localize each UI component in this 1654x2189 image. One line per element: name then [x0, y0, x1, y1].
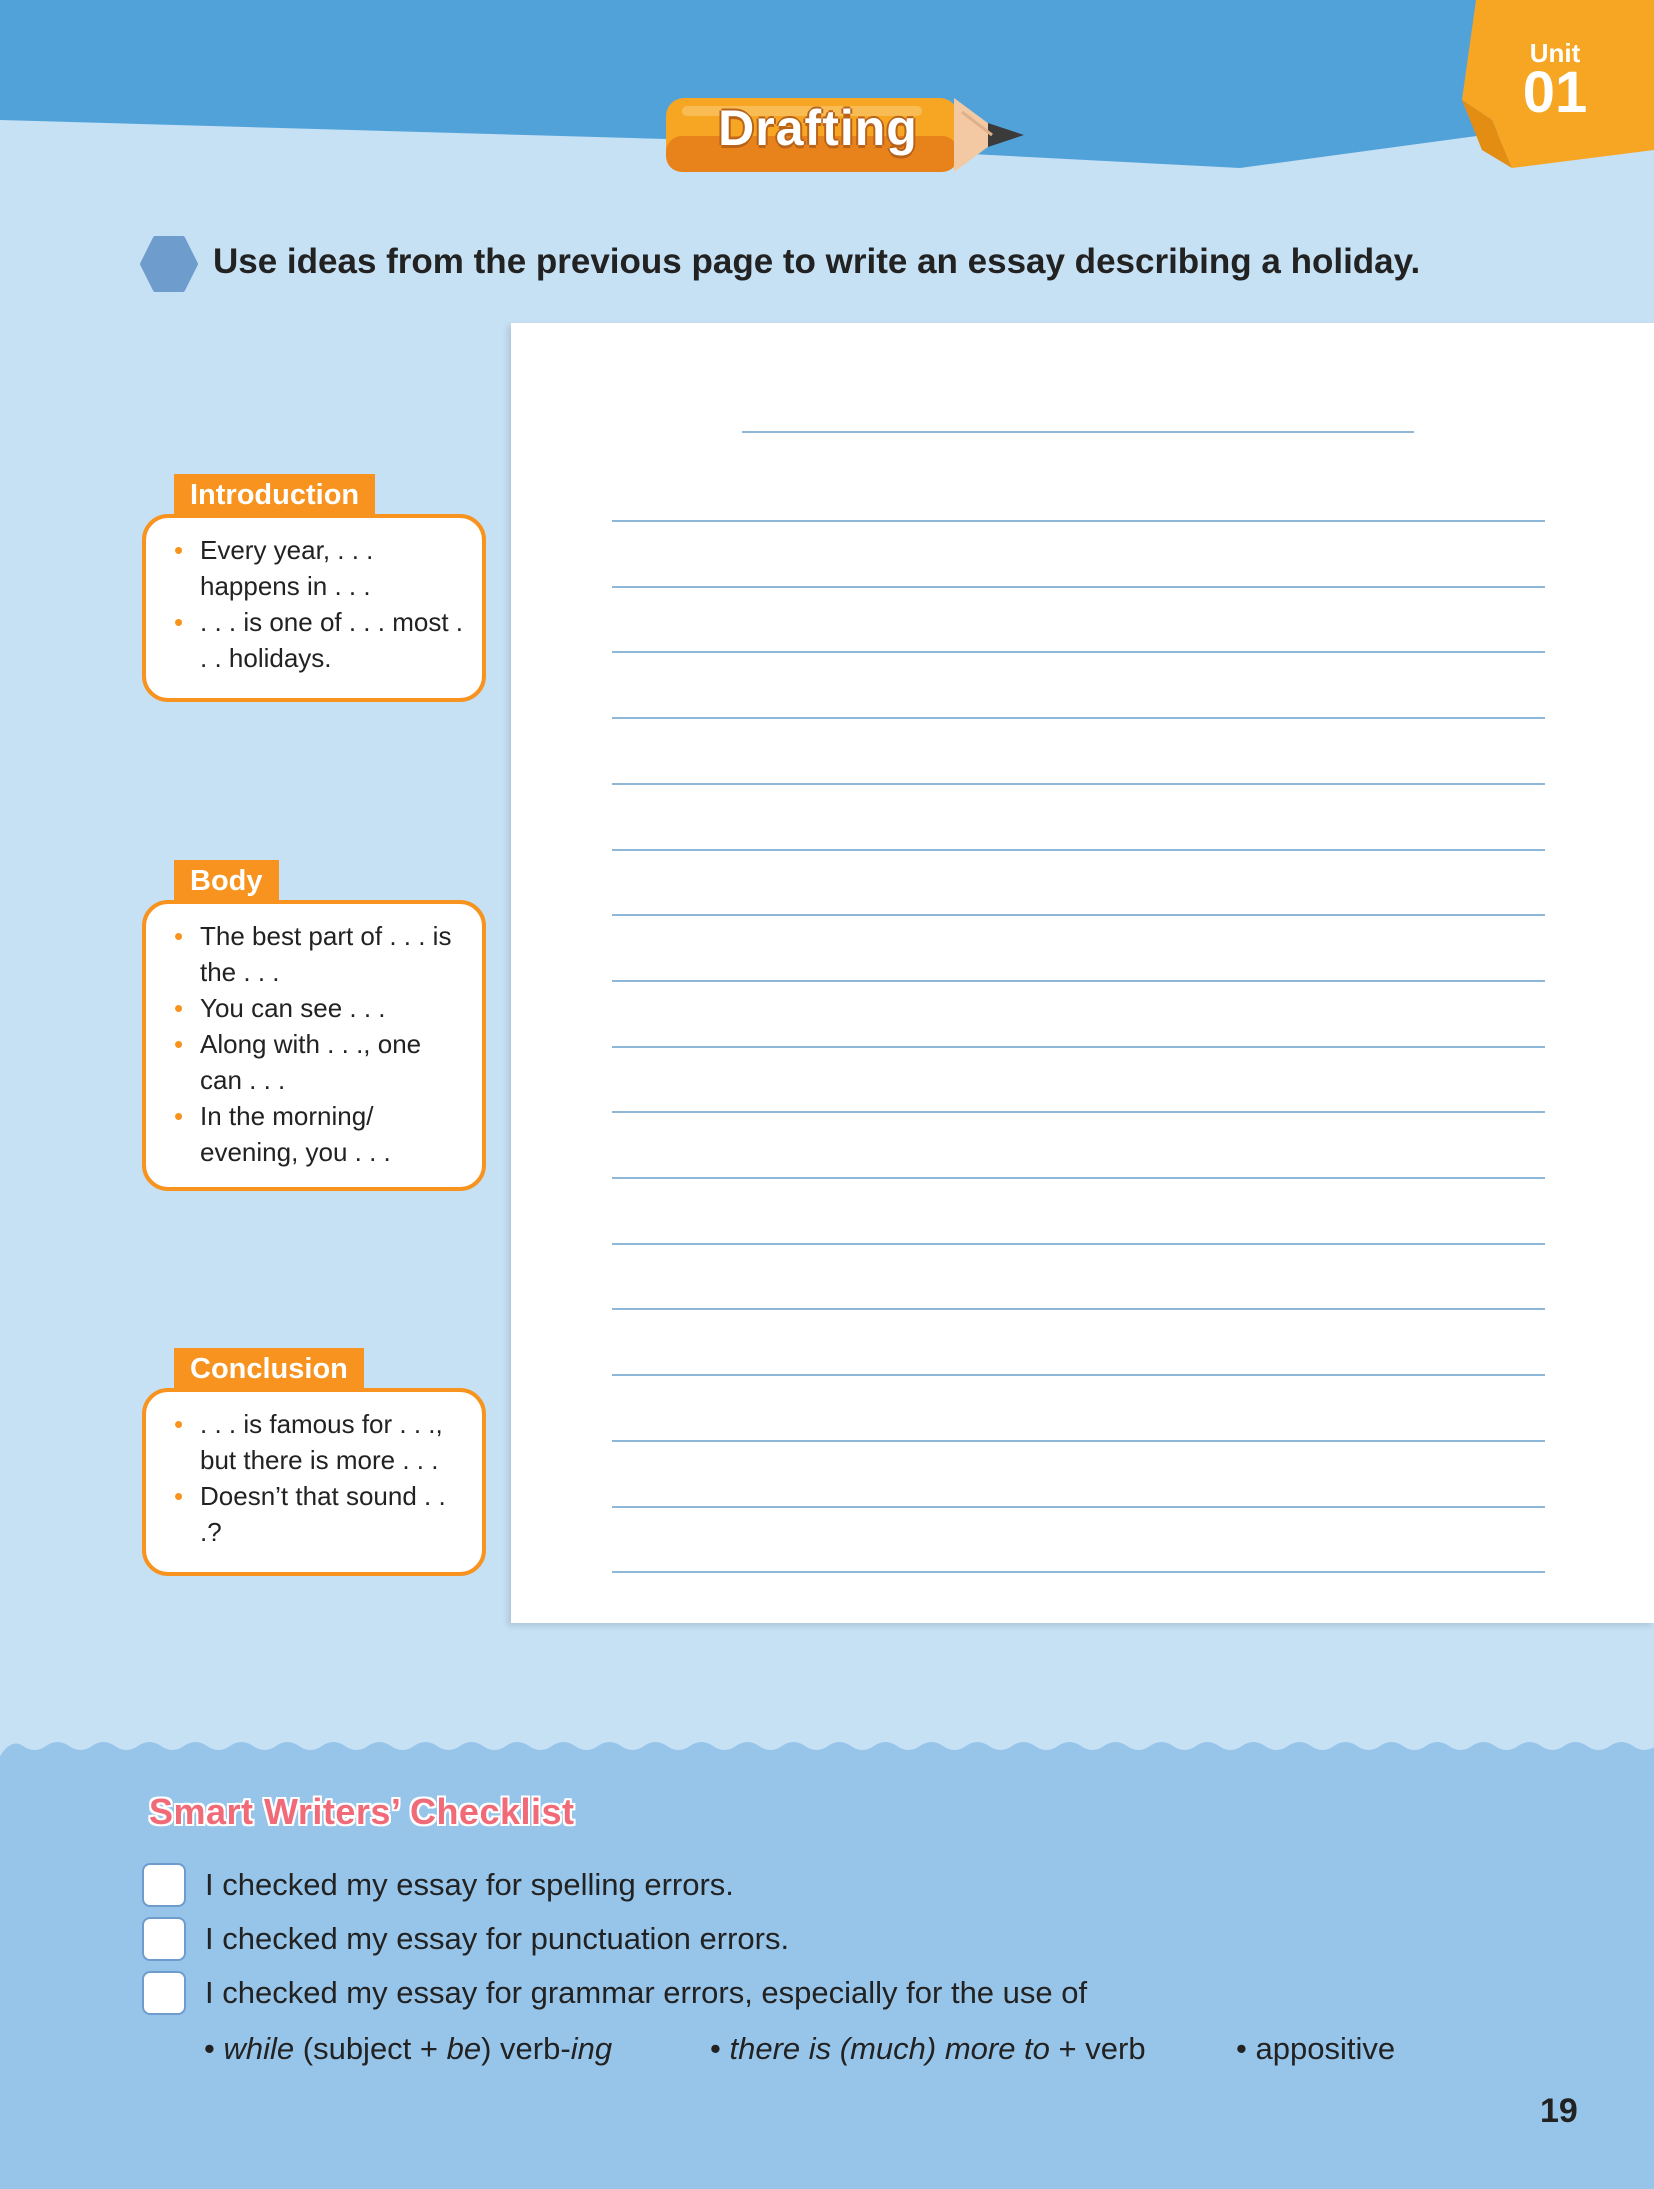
- conclusion-box: [142, 1388, 486, 1576]
- writing-line[interactable]: [612, 1243, 1545, 1245]
- grammar-sub-item-appositive: • appositive: [1236, 2031, 1396, 2066]
- list-item: • The best part of . . . is the . . .: [174, 918, 470, 990]
- body-box: [142, 900, 486, 1191]
- list-item: • Every year, . . . happens in . . .: [174, 532, 470, 604]
- bullet-icon: •: [174, 993, 184, 1023]
- writing-line[interactable]: [612, 849, 1545, 851]
- checklist-item: I checked my essay for spelling errors.: [205, 1867, 734, 1902]
- writing-line[interactable]: [612, 651, 1545, 653]
- writing-line[interactable]: [612, 1046, 1545, 1048]
- body-tag: Body: [174, 860, 279, 902]
- grammar-sub-item-while: • while (subject + be) verb-ing: [204, 2031, 613, 2066]
- page-number: 19: [1540, 2092, 1578, 2130]
- unit-number: 01: [1522, 60, 1588, 125]
- bullet-icon: •: [174, 607, 184, 637]
- instruction-text: Use ideas from the previous page to write an essay describing a holiday.: [213, 242, 1421, 281]
- list-item: • In the morning/ evening, you . . .: [174, 1098, 470, 1170]
- writing-line[interactable]: [612, 914, 1545, 916]
- writing-line[interactable]: [612, 1308, 1545, 1310]
- checkbox-spelling[interactable]: [142, 1863, 186, 1907]
- grammar-sub-item-there-is: • there is (much) more to + verb: [710, 2031, 1146, 2066]
- writing-line[interactable]: [612, 1506, 1545, 1508]
- writing-paper[interactable]: [511, 323, 1654, 1623]
- unit-label: Unit: [1529, 38, 1581, 68]
- hexagon-icon: [140, 236, 198, 292]
- list-item: • . . . is one of . . . most . . . holidays.: [174, 604, 470, 676]
- checklist-item: I checked my essay for punctuation errors.: [205, 1921, 790, 1956]
- writing-line[interactable]: [612, 980, 1545, 982]
- bullet-icon: •: [174, 921, 184, 951]
- writing-line[interactable]: [612, 520, 1545, 522]
- writing-line[interactable]: [612, 1111, 1545, 1113]
- list-item: • Along with . . ., one can . . .: [174, 1026, 470, 1098]
- introduction-tag: Introduction: [174, 474, 375, 516]
- writing-line[interactable]: [612, 1177, 1545, 1179]
- writing-line[interactable]: [612, 1571, 1545, 1573]
- writing-line[interactable]: [612, 1440, 1545, 1442]
- list-item: • You can see . . .: [174, 990, 470, 1026]
- bullet-icon: •: [174, 1481, 184, 1511]
- writing-line[interactable]: [612, 717, 1545, 719]
- bullet-icon: •: [174, 535, 184, 565]
- writing-line[interactable]: [612, 1374, 1545, 1376]
- bullet-icon: •: [174, 1029, 184, 1059]
- writing-line[interactable]: [612, 586, 1545, 588]
- bullet-icon: •: [174, 1101, 184, 1131]
- checkbox-grammar[interactable]: [142, 1971, 186, 2015]
- title-line[interactable]: [742, 431, 1414, 433]
- checklist-title: Smart Writers’ Checklist: [149, 1791, 575, 1832]
- list-item: • . . . is famous for . . ., but there is more . . .: [174, 1406, 470, 1478]
- writing-line[interactable]: [612, 783, 1545, 785]
- list-item: • Doesn’t that sound . . .?: [174, 1478, 470, 1550]
- section-title: Drafting: [718, 100, 918, 156]
- checkbox-punctuation[interactable]: [142, 1917, 186, 1961]
- bullet-icon: •: [174, 1409, 184, 1439]
- checklist-item: I checked my essay for grammar errors, especially for the use of: [205, 1975, 1088, 2010]
- introduction-box: [142, 514, 486, 702]
- conclusion-tag: Conclusion: [174, 1348, 364, 1390]
